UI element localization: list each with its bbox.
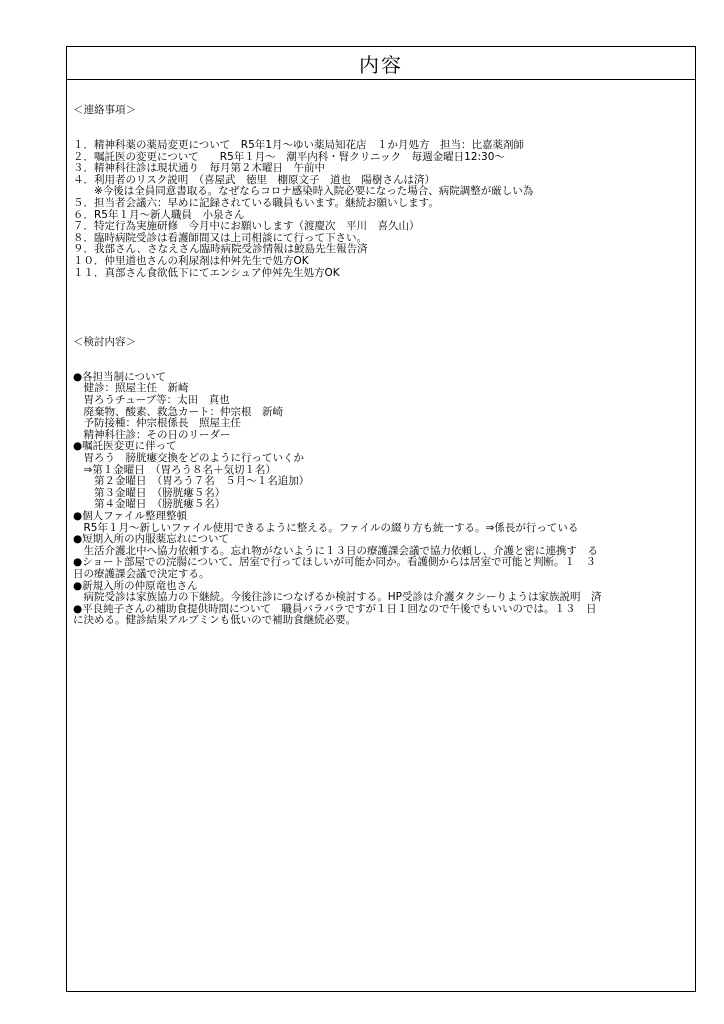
contact-item: ７．特定行為実施研修 今月中にお願いします（渡慶次 平川 喜久山） [73,220,420,233]
section-gap [73,302,691,314]
discussion-item: ●ショート部屋での浣腸について、居室で行ってほしいが可能か同か。看護側からは居室で可能と判断。１ ３ [73,556,597,569]
section-header-contact: ＜連絡事項＞ [73,104,136,117]
document-content [67,80,695,650]
discussion-item: ●短期入所の内服薬忘れについて [73,533,229,546]
discussion-item: ●新規入所の仲原竜也さん [73,579,198,592]
contact-item: １０．仲里道也さんの利尿剤は仲舛先生で処方OK [73,254,309,267]
contact-item: ３．精神科往診は現状通り 毎月第２木曜日 午前中 [73,162,325,175]
contact-items-list [73,140,691,279]
discussion-item: 精神科往診：その日のリーダー [73,428,231,441]
discussion-item: 胃ろうチューブ等：太田 真也 [73,394,230,407]
document-frame [66,46,696,992]
discussion-item: 病院受診は家族協力の下継続。今後往診につなげるか検討する。HP受診は介護タクシーりようは家族説明 済 [73,591,602,604]
discussion-item: ●個人ファイル整理整頓 [73,509,187,522]
contact-item: ４．利用者のリスク説明 （喜屋武 徳里 棚原文子 道也 陽樹さんは済） [73,173,436,186]
discussion-item: 第２金曜日 （胃ろう７名 ５月〜１名追加） [73,475,310,488]
discussion-item: 第３金曜日 （膀胱瘻５名） [73,486,226,499]
discussion-item: ●各担当制について [73,370,166,383]
contact-item: ８．臨時病院受診は看護師間又は上司相談にて行って下さい。 [73,231,367,244]
section-header-discussion: ＜検討内容＞ [73,336,136,349]
discussion-item: 健診：照屋主任 新崎 [73,382,189,395]
discussion-item: 廃棄物、酸素、救急カート：仲宗根 新崎 [73,405,283,418]
contact-item: ※今後は全員同意書取る。なぜならコロナ感染時入院必要になった場合、病院調整が厳しい為 [73,185,534,198]
contact-item: ２．嘱託医の変更について R5年１月〜 潮平内科・腎クリニック 毎週金曜日12:30〜 [73,150,505,163]
discussion-item: 予防接種：仲宗根係長 照屋主任 [73,417,241,430]
contact-item: ６．R5年１月〜新人職員 小泉さん [73,208,245,221]
contact-item: ９．我部さん、さなえさん臨時病院受診情報は鮫島先生報告済 [73,243,368,256]
discussion-item: ●平良純子さんの補助食提供時間について 職員バラバラですが１日１回なので午後でもいいのでは。１３ 日 [73,602,597,615]
discussion-item: 胃ろう 膀胱瘻交換をどのように行っていくか [73,452,304,464]
discussion-item: 第４金曜日 （膀胱瘻５名） [73,498,226,511]
discussion-item: 日の療護課会議で決定する。 [73,567,210,580]
discussion-item: R5年１月〜新しいファイル使用できるように整える。ファイルの綴り方も統一する。⇒係長が行っている [73,521,579,534]
contact-item: １１．真部さん食欲低下にてエンシュア仲舛先生処方OK [73,266,340,279]
discussion-item: ●嘱託医変更に伴って [73,440,177,453]
contact-item: ５．担当者会議六：早めに記録されている職員もいます。継続お願いします。 [73,196,439,209]
contact-item: １．精神科薬の薬局変更について R5年1月〜ゆい薬局知花店 １か月処方 担当：比嘉薬剤師 [73,138,524,151]
discussion-items-list [73,372,691,627]
discussion-item: に決める。健診結果アルブミンも低いので補助食継続必要。 [73,614,357,627]
discussion-item: ⇒第１金曜日 （胃ろう８名＋気切１名） [73,463,277,476]
discussion-item: 生活介護北中へ協力依頼する。忘れ物がないように１３日の療護課会議で協力依頼し、介護と密に連携す る [73,544,598,557]
page-title: 内容 [67,47,695,80]
